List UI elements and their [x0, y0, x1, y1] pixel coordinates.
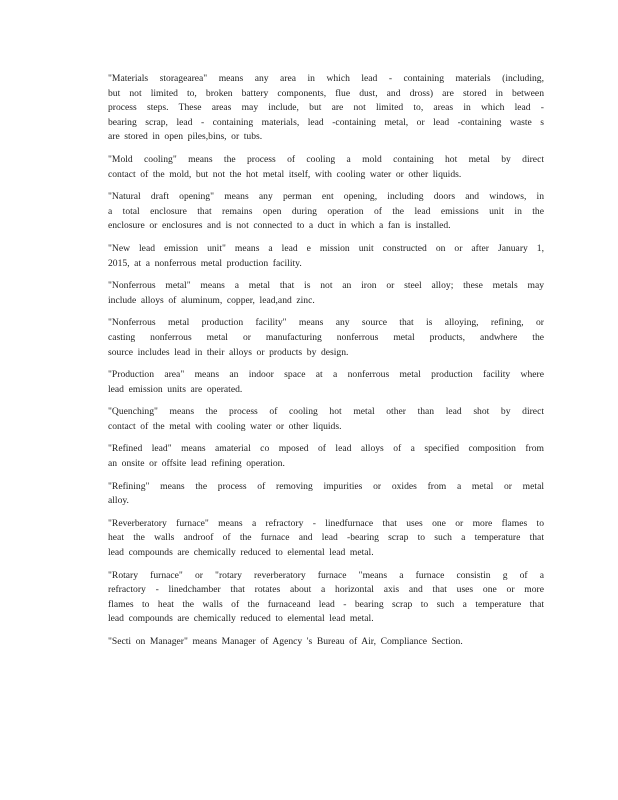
definition-line: bearing scrap, lead - containing materials, lead -containing metal, or lead -containing waste s	[108, 116, 544, 128]
definition-paragraph	[108, 442, 544, 471]
definition-line: "Quenching" means the process of cooling hot metal other than lead shot by direct	[108, 406, 544, 418]
definition-line: contact of the metal with cooling water or other liquids.	[108, 420, 342, 432]
definition-line: "Production area" means an indoor space at a nonferrous metal production facility where	[108, 369, 544, 381]
definition-line: "Refined lead" means amaterial co mposed of lead alloys of a specified composition from	[108, 443, 544, 455]
definition-paragraph	[108, 405, 544, 434]
definition-line: lead emission units are operated.	[108, 383, 243, 395]
definition-paragraph	[108, 480, 544, 509]
definition-line: alloy.	[108, 495, 129, 507]
definition-line: "Materials storagearea" means any area in which lead - containing materials (including,	[108, 73, 544, 84]
definition-line: 2015, at a nonferrous metal production facility.	[108, 257, 302, 269]
definition-line: "Nonferrous metal production facility" means any source that is alloying, refining, or	[108, 317, 544, 329]
document-page	[108, 72, 544, 658]
definition-paragraph	[108, 569, 544, 627]
definition-line: lead compounds are chemically reduced to elemental lead metal.	[108, 613, 374, 625]
definition-line: "Refining" means the process of removing impurities or oxides from a metal or metal	[108, 480, 544, 492]
definition-line: flames to heat the walls of the furnaceand lead - bearing scrap to such a temperature that	[108, 598, 544, 610]
definition-line: "Reverberatory furnace" means a refractory - linedfurnace that uses one or more flames to	[108, 517, 544, 529]
definition-line: include alloys of aluminum, copper, lead,and zinc.	[108, 294, 315, 306]
definition-line: are stored in open piles,bins, or tubs.	[108, 131, 263, 143]
definition-line: enclosure or enclosures and is not connected to a duct in which a fan is installed.	[108, 220, 451, 232]
definition-line: heat the walls androof of the furnace and lead -bearing scrap to such a temperature that	[108, 532, 544, 544]
definition-paragraph	[108, 368, 544, 397]
definition-paragraph	[108, 635, 544, 650]
definition-paragraph	[108, 153, 544, 182]
definition-paragraph	[108, 242, 544, 271]
definition-paragraph	[108, 190, 544, 234]
definition-line: "New lead emission unit" means a lead e mission unit constructed on or after January 1,	[108, 242, 544, 254]
definition-line: refractory - linedchamber that rotates about a horizontal axis and that uses one or more	[108, 584, 544, 596]
definition-line: lead compounds are chemically reduced to elemental lead metal.	[108, 547, 374, 559]
definition-paragraph	[108, 517, 544, 561]
definition-line: an onsite or offsite lead refining operation.	[108, 458, 285, 470]
definition-line: source includes lead in their alloys or products by design.	[108, 346, 349, 358]
definition-line: contact of the mold, but not the hot metal itself, with cooling water or other liquids.	[108, 168, 462, 180]
definitions-list	[108, 72, 544, 650]
definition-paragraph	[108, 279, 544, 308]
definition-line: "Mold cooling" means the process of cooling a mold containing hot metal by direct	[108, 153, 544, 165]
definition-paragraph	[108, 316, 544, 360]
definition-line: "Natural draft opening" means any perman ent opening, including doors and windows, in	[108, 191, 544, 203]
definition-line: "Secti on Manager" means Manager of Agency 's Bureau of Air, Compliance Section.	[108, 636, 463, 647]
definition-line: a total enclosure that remains open during operation of the lead emissions unit in the	[108, 205, 544, 217]
definition-line: "Rotary furnace" or "rotary reverberatory furnace "means a furnace consistin g of a	[108, 569, 544, 581]
definition-line: "Nonferrous metal" means a metal that is not an iron or steel alloy; these metals may	[108, 280, 544, 292]
definition-line: casting nonferrous metal or manufacturing nonferrous metal products, andwhere the	[108, 331, 544, 343]
definition-line: but not limited to, broken battery components, flue dust, and dross) are stored in between	[108, 87, 544, 99]
definition-paragraph	[108, 72, 544, 145]
definition-line: process steps. These areas may include, but are not limited to, areas in which lead -	[108, 102, 544, 114]
